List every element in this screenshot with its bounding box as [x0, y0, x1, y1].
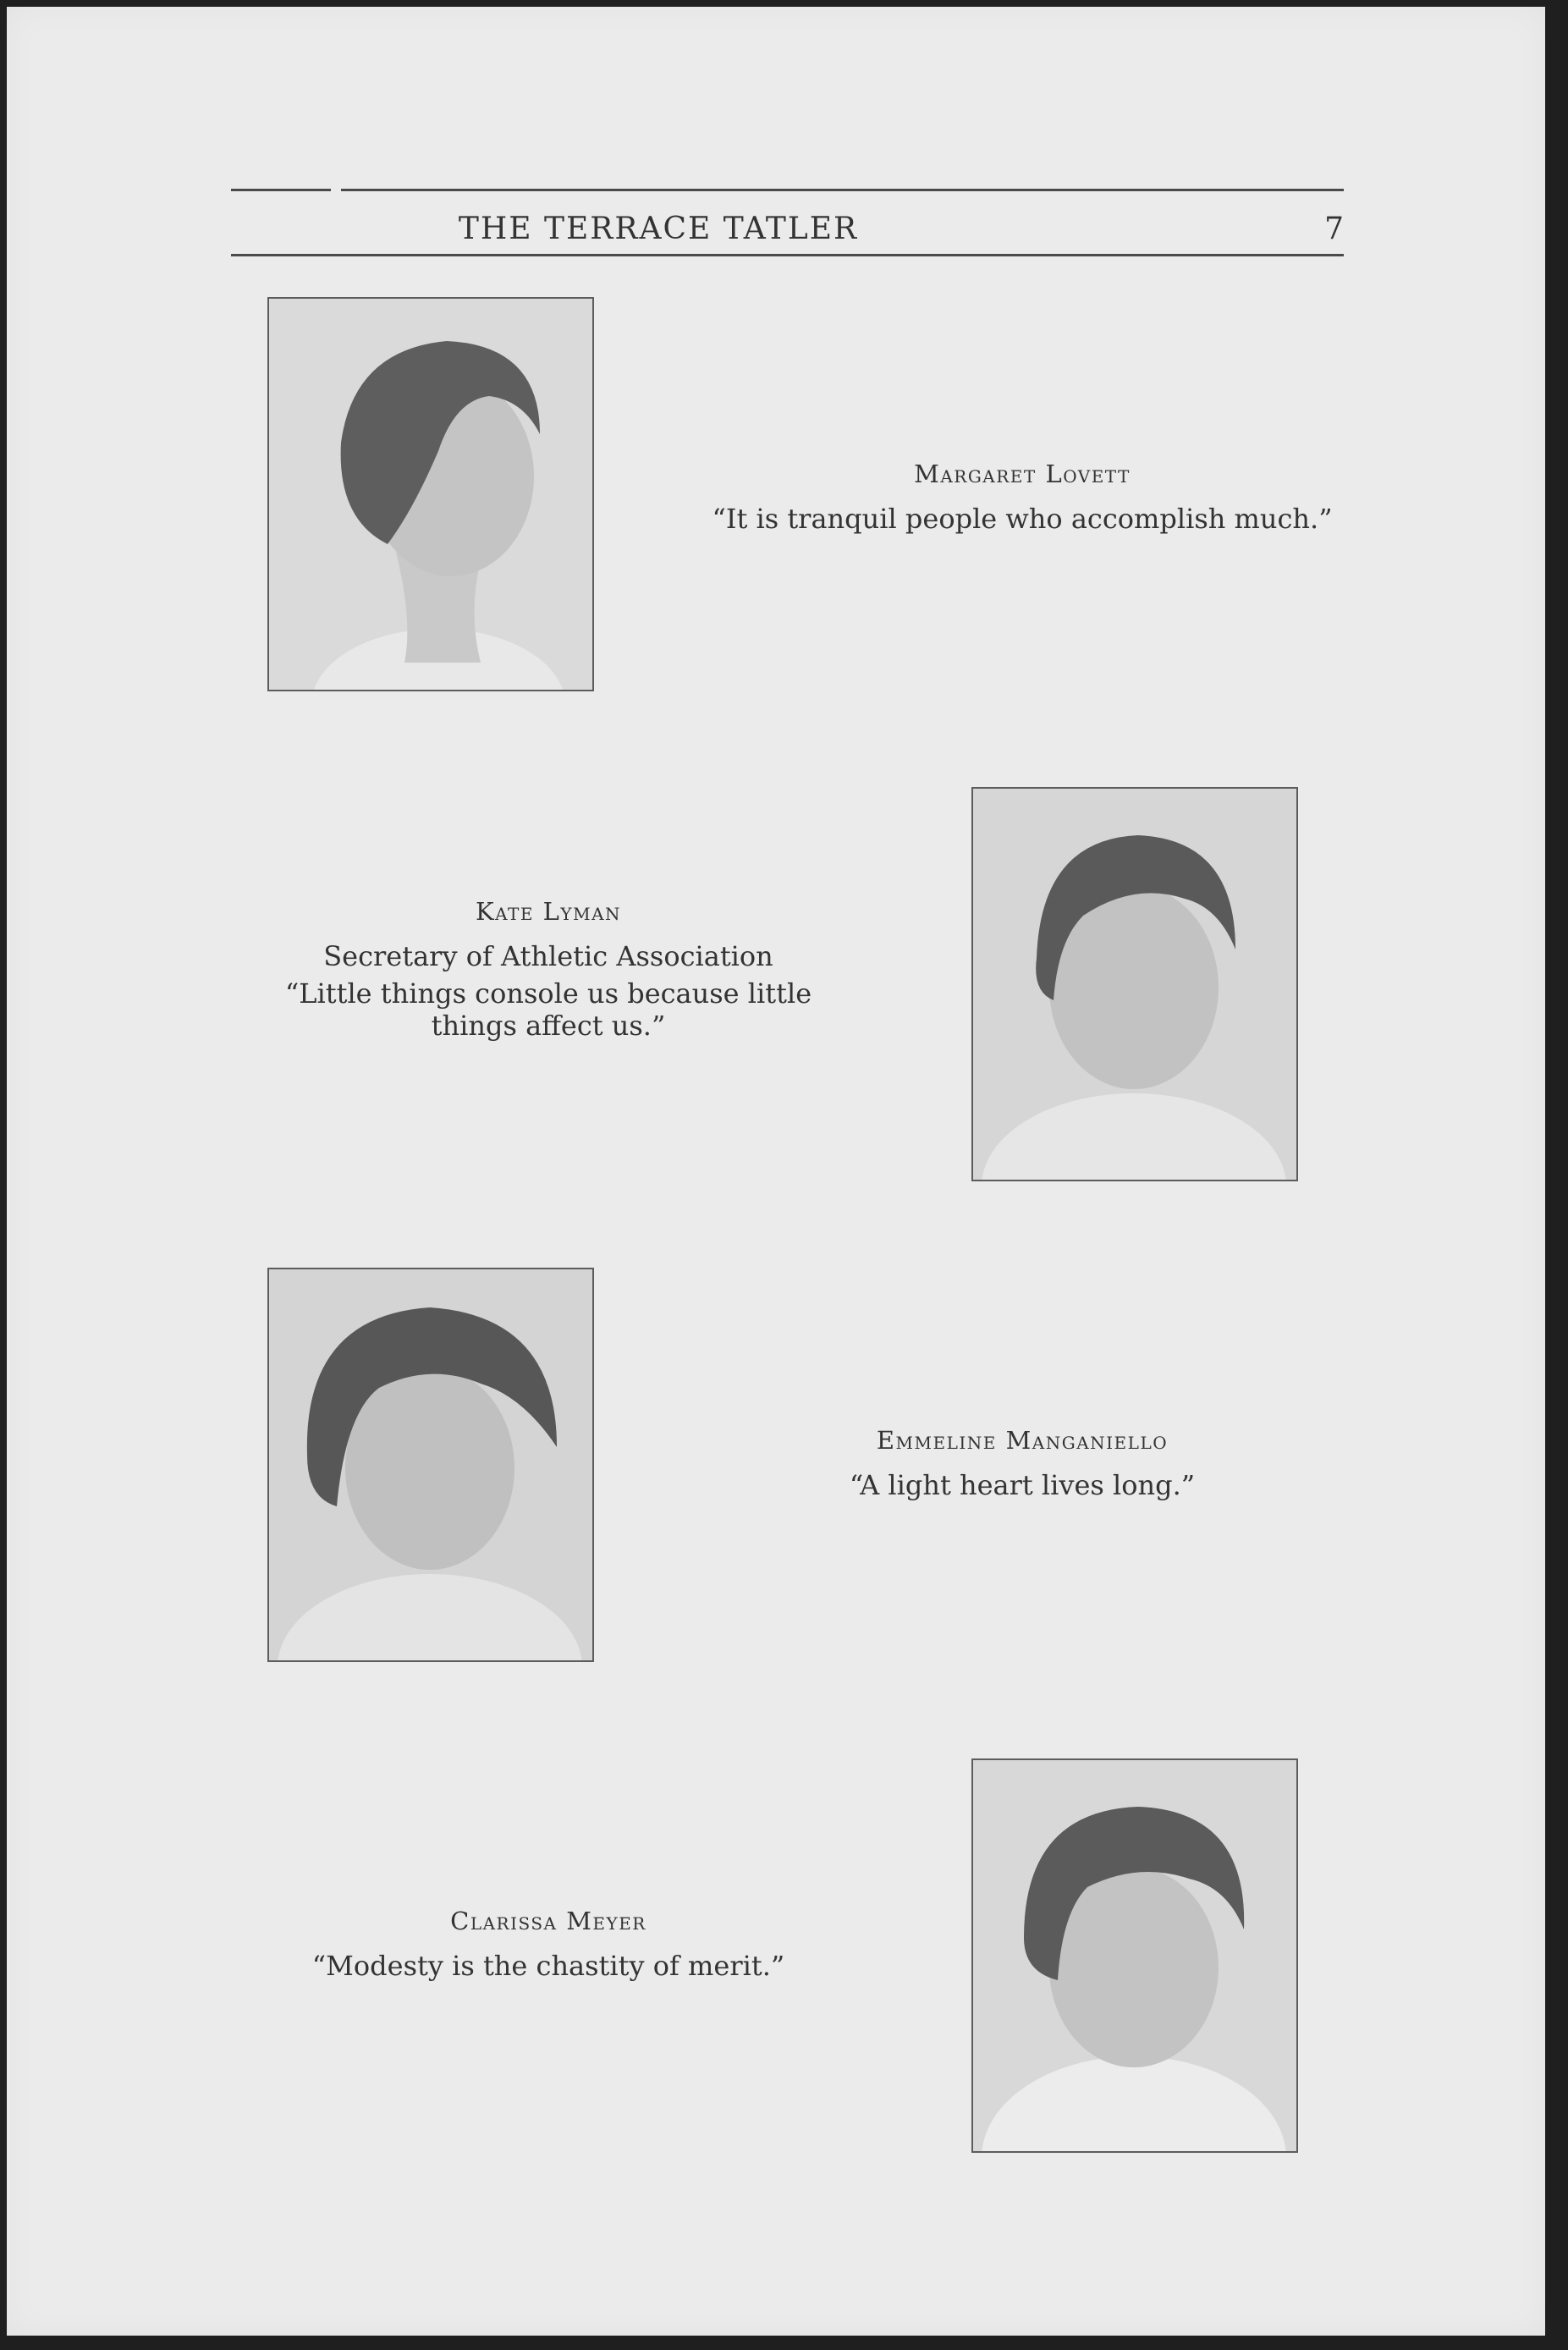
student-name: Emmeline Manganiello [876, 1426, 1169, 1455]
student-name: Margaret Lovett [914, 460, 1131, 488]
page-number: 7 [1324, 212, 1344, 246]
quote-line: “A light heart lives long.” [849, 1469, 1196, 1501]
publication-title: THE TERRACE TATLER [458, 212, 859, 246]
caption-3 [667, 1426, 1378, 1504]
quote-line: things affect us.” [431, 1010, 666, 1042]
caption-4 [184, 1907, 912, 1984]
portrait-photo [971, 787, 1298, 1181]
header-rule-short [231, 189, 331, 191]
portrait-photo [267, 297, 594, 691]
header-rule-top [341, 189, 1344, 191]
yearbook-page [7, 7, 1545, 2336]
caption-2 [184, 897, 912, 1044]
caption-1 [667, 460, 1378, 537]
student-name: Kate Lyman [475, 897, 622, 926]
quote-line: “Modesty is the chastity of merit.” [311, 1950, 785, 1982]
caption-line: Secretary of Athletic Association [323, 940, 773, 972]
quote-line: “It is tranquil people who accomplish much.” [712, 503, 1333, 535]
portrait-photo [971, 1758, 1298, 2153]
header-rule-bottom [231, 254, 1344, 256]
student-name: Clarissa Meyer [450, 1907, 646, 1935]
quote-line: “Little things console us because little [284, 977, 812, 1010]
portrait-photo [267, 1268, 594, 1662]
